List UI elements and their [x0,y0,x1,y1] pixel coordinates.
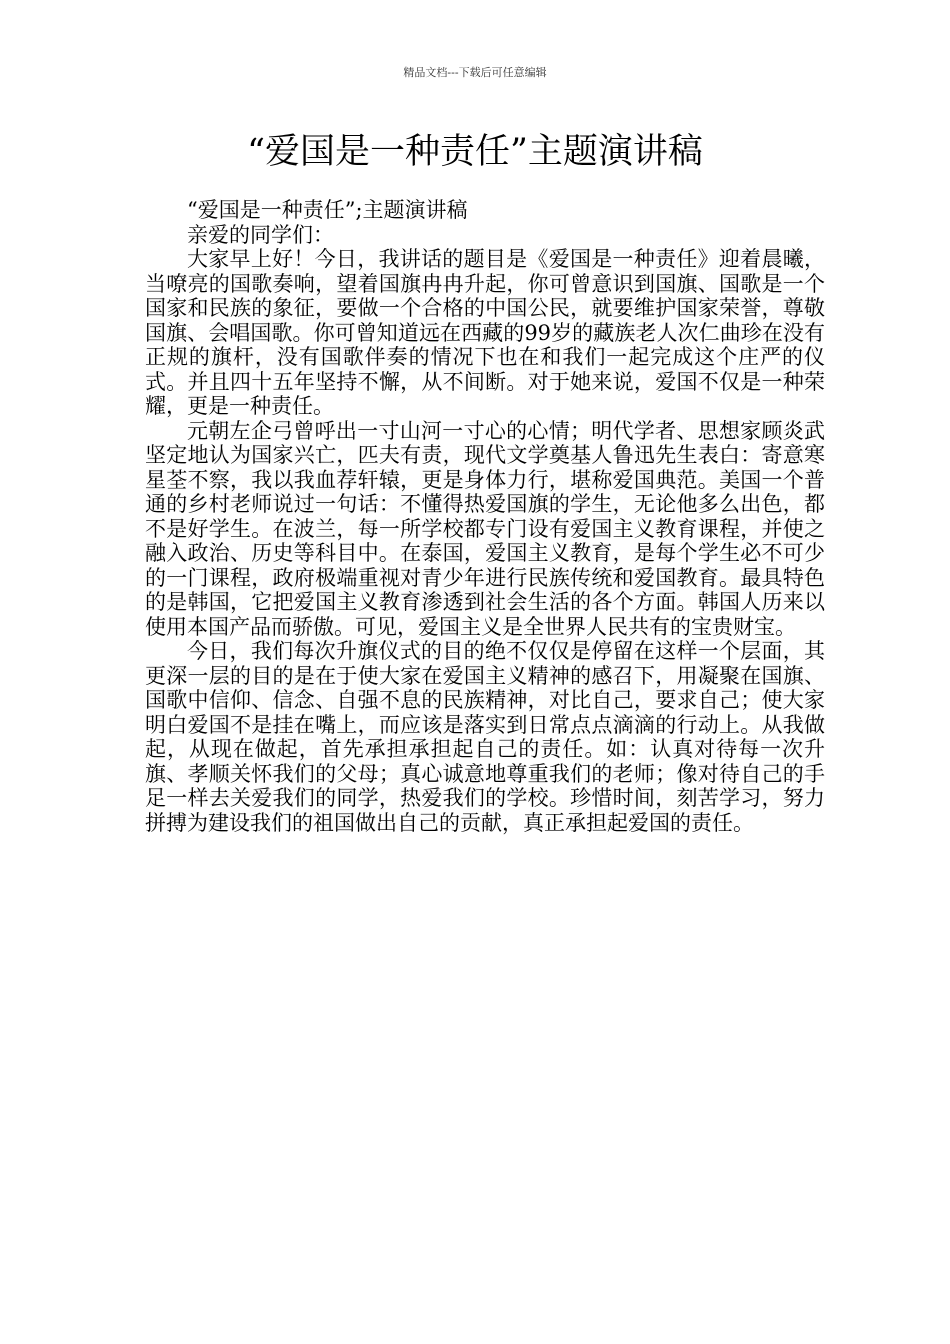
salutation-paragraph: 亲爱的同学们： [187,222,334,247]
body-paragraph-1: 大家早上好！今日，我讲话的题目是《爱国是一种责任》迎着晨曦，当嘹亮的国歌奏响，望着国旗冉冉升起，你可曾意识到国旗、国歌是一个国家和民族的象征，要做一个合格的中国公民，就要维护国家荣誉，尊敬国旗、会唱国歌。你可曾知道远在西藏的99岁的藏族老人次仁曲珍在没有正规的旗杆，没有国歌伴奏的情况下也在和我们一起完成这个庄严的仪式。并且四十五年坚持不懈，从不间断。对于她来说，爱国不仅是一种荣耀，更是一种责任。 [145,247,825,418]
document-title: “爱国是一种责任”主题演讲稿 [247,132,703,172]
document-body [145,198,825,835]
body-paragraph-2: 元朝左企弓曾呼出一寸山河一寸心的心情；明代学者、思想家顾炎武坚定地认为国家兴亡，匹夫有责，现代文学奠基人鲁迅先生表白：寄意寒星荃不察，我以我血荐轩辕，更是身体力行，堪称爱国典范。美国一个普通的乡村老师说过一句话：不懂得热爱国旗的学生，无论他多么出色，都不是好学生。在波兰，每一所学校都专门设有爱国主义教育课程，并使之融入政治、历史等科目中。在泰国，爱国主义教育，是每个学生必不可少的一门课程，政府极端重视对青少年进行民族传统和爱国教育。最具特色的是韩国，它把爱国主义教育渗透到社会生活的各个方面。韩国人历来以使用本国产品而骄傲。可见，爱国主义是全世界人民共有的宝贵财宝。 [145,418,825,639]
page-header-note: 精品文档---下载后可任意编辑 [403,66,547,79]
subtitle-paragraph: “爱国是一种责任”;主题演讲稿 [187,198,468,222]
body-paragraph-3: 今日，我们每次升旗仪式的目的绝不仅仅是停留在这样一个层面，其更深一层的目的是在于使大家在爱国主义精神的感召下，用凝聚在国旗、国歌中信仰、信念、自强不息的民族精神，对比自己，要求自己；使大家明白爱国不是挂在嘴上，而应该是落实到日常点点滴滴的行动上。从我做起，从现在做起，首先承担承担起自己的责任。如：认真对待每一次升旗、孝顺关怀我们的父母；真心诚意地尊重我们的老师；像对待自己的手足一样去关爱我们的同学，热爱我们的学校。珍惜时间，刻苦学习，努力拼搏为建设我们的祖国做出自己的贡献，真正承担起爱国的责任。 [145,639,825,835]
